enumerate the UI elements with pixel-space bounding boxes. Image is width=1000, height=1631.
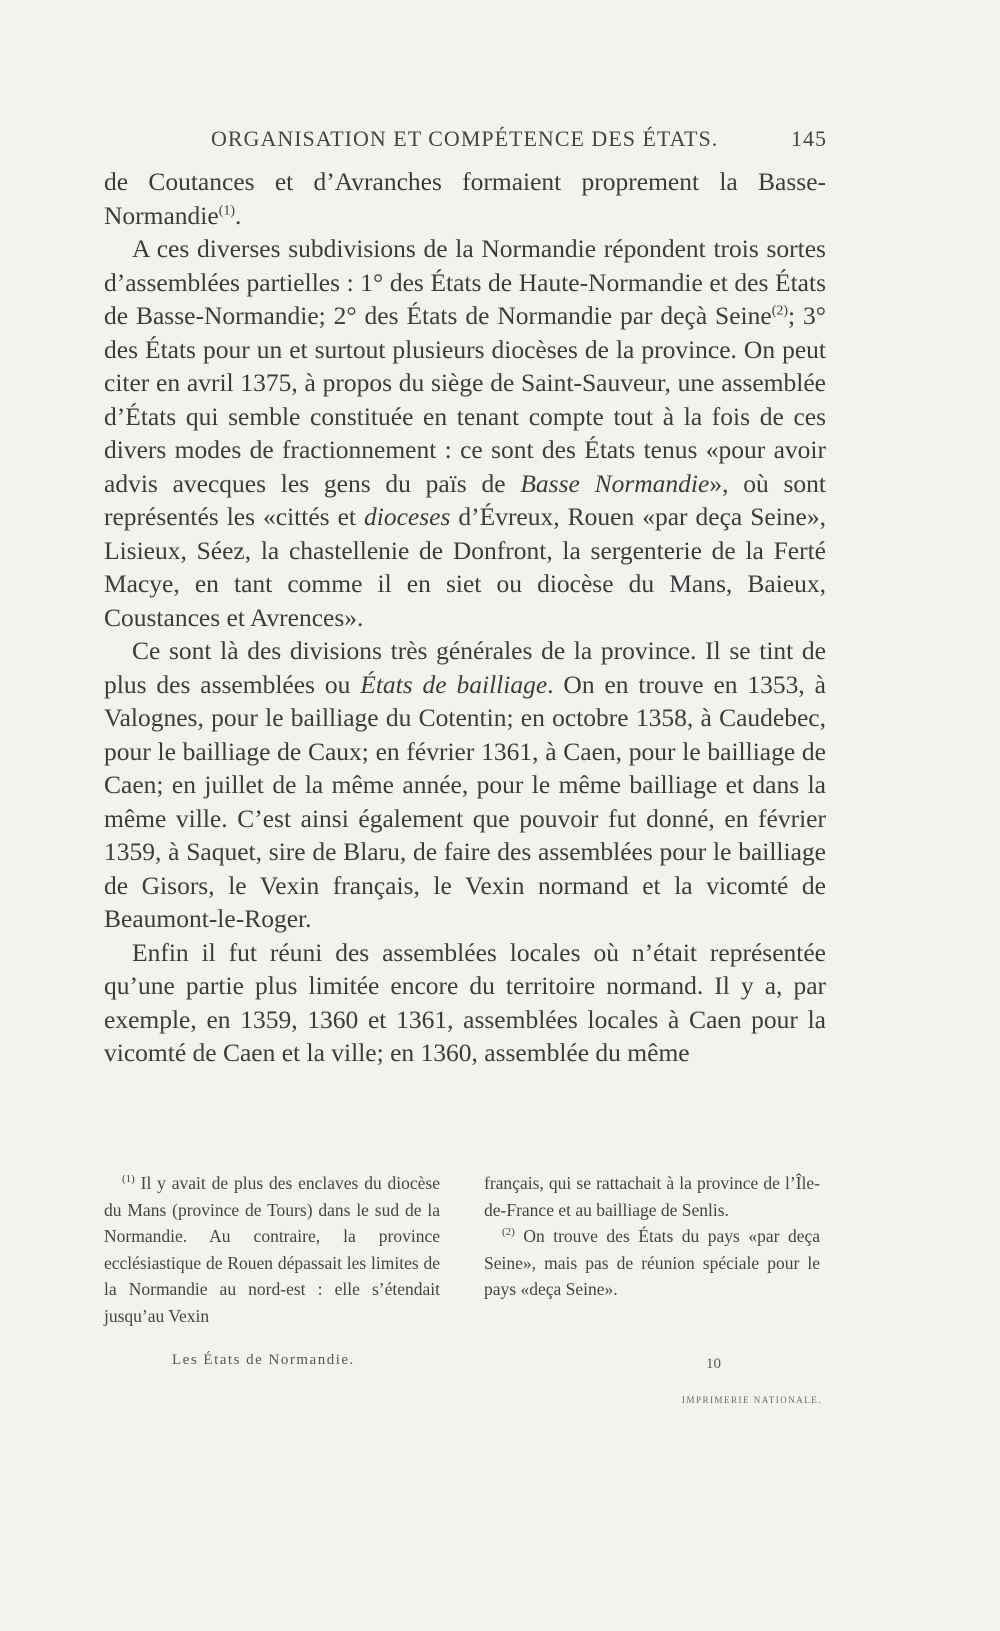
footnote-mark-2: (2): [502, 1226, 515, 1239]
footnote-ref-1[interactable]: (1): [218, 203, 236, 218]
signature-number: 10: [706, 1356, 721, 1372]
footnote-mark-1: (1): [122, 1173, 135, 1186]
italic-etats-de-bailliage: États de bailliage: [360, 669, 548, 699]
running-head: [107, 126, 827, 160]
footnote-1: $^{(1)}$ Il y avait de plus des enclaves du diocèse du Mans (province de Tours) dans le sud de la Normandie. Au contraire, la province ecclésiastique de Rouen dépassait les limites de la Normandie au nord-est : elle s’étendait jusqu’au Vexin: [104, 1173, 440, 1326]
paragraph-2: A ces diverses subdivisions de la Normandie répondent trois sortes d’assemblées partielles : 1° des États de Haute-Normandie et des États de Basse-Normandie; 2° des États de Normandie par deçà Seine$^{(2)}$; 3° des États pour un et surtout plusieurs diocèses de la province. On peut citer en avril 1375, à propos du siège de Saint-Sauveur, une assemblée d’États qui semble constituée en tenant compte tout à la fois de ces divers modes de fractionnement : ce sont des États tenus «pour avoir advis avecques les gens du païs de Basse Normandie», où sont représentés les «cittés et dioceses d’Évreux, Rouen «par deça Seine», Lisieux, Séez, la chastellenie de Donfront, la sergenterie de la Ferté Macye, en tant comme il en siet ou diocèse du Mans, Baieux, Coustances et Avrences».: [104, 234, 826, 632]
footnote-ref-2[interactable]: (2): [771, 303, 789, 319]
paragraph-4: Enfin il fut réuni des assemblées locales où n’était représentée qu’une partie plus limitée encore du territoire normand. Il y a, par exemple, en 1359, 1360 et 1361, assemblées locales à Caen pour la vicomté de Caen et la ville; en 1360, assemblée du même: [104, 937, 826, 1067]
footnote-column-left: [104, 1170, 440, 1329]
footnotes: [104, 1170, 826, 1340]
italic-basse-normandie: Basse Normandie: [520, 468, 710, 498]
italic-dioceses: dioceses: [363, 502, 451, 531]
footnote-1-continued: français, qui se rattachait à la province de l’Île-de-France et au bailliage de Senlis.: [484, 1173, 820, 1220]
paragraph-3: Ce sont là des divisions très générales de la province. Il se tint de plus des assemblées ou États de bailliage. On en trouve en 1353, à Valognes, pour le bailliage du Cotentin; en octobre 1358, à Caudebec, pour le bailliage de Caux; en février 1361, à Caen, pour le bailliage de Caen; en juillet de la même année, pour le même bailliage et dans la même ville. C’est ainsi également que pouvoir fut donné, en février 1359, à Saquet, sire de Blaru, de faire des assemblées pour le bailliage de Gisors, le Vexin français, le Vexin normand et la vicomté de Beaumont-le-Roger.: [104, 636, 826, 933]
page-number: 145: [791, 126, 827, 151]
footnote-column-right: [484, 1170, 820, 1303]
printer-imprint: IMPRIMERIE NATIONALE.: [682, 1395, 822, 1405]
footnote-2: $^{(2)}$ On trouve des États du pays «par deça Seine», mais pas de réunion spéciale pour le pays «deça Seine».: [484, 1226, 820, 1299]
body-text: [104, 165, 826, 1070]
signature-mark: Les États de Normandie.: [172, 1352, 355, 1368]
running-head-title: ORGANISATION ET COMPÉTENCE DES ÉTATS.: [211, 126, 719, 151]
paragraph-1: de Coutances et d’Avranches formaient proprement la Basse-Normandie$^{(1)}$.: [104, 167, 826, 230]
